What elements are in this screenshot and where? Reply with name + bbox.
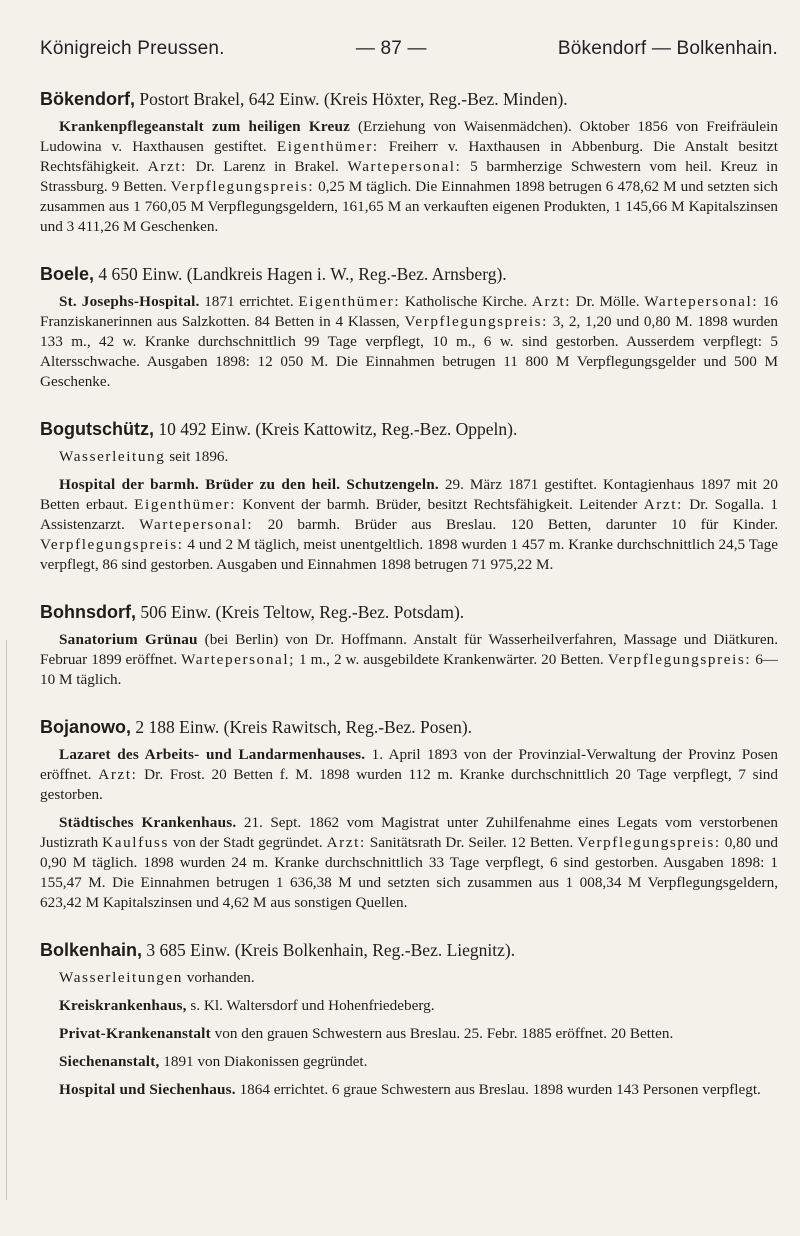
field-label: Verpflegungspreis: (577, 834, 721, 851)
place-name: Bohnsdorf, (40, 602, 136, 622)
institution-entry (40, 996, 778, 1016)
field-label: Kaulfuss (102, 834, 169, 851)
entry-text: 16 Franziskanerinnen aus Salzkotten. 84 Betten in 4 Klassen, (40, 293, 779, 330)
entry-text: Sanitätsrath Dr. Seiler. 12 Betten. (365, 834, 578, 851)
water-supply-note (40, 968, 778, 988)
entry-boele (40, 263, 778, 392)
field-label: Wartepersonal: (139, 516, 254, 533)
field-label: Wasserleitungen (59, 969, 183, 986)
place-name: Boele, (40, 264, 95, 284)
field-label: Verpflegungspreis: (170, 178, 315, 195)
institution-entry (40, 630, 778, 690)
institution-name: Kreiskrankenhaus, (59, 997, 187, 1014)
field-label: Arzt: (326, 834, 366, 851)
entry-text: Katholische Kirche. (400, 293, 532, 310)
place-details: 3 685 Einw. (Kreis Bolkenhain, Reg.-Bez. Liegnitz). (142, 940, 516, 960)
entry-text: 6—10 M täglich. (40, 651, 778, 688)
institution-entry (40, 475, 778, 575)
header-left: Königreich Preussen. (40, 38, 225, 59)
place-details: 2 188 Einw. (Kreis Rawitsch, Reg.-Bez. Posen). (131, 717, 473, 737)
entry-text: 29. März 1871 gestiftet. Kontagienhaus 1897 mit 20 Betten erbaut. (40, 476, 778, 513)
entry-bokendorf (40, 88, 778, 237)
place-heading (40, 716, 778, 738)
institution-entry (40, 745, 778, 805)
institution-entry (40, 1024, 778, 1044)
institution-name: St. Josephs-Hospital. (59, 293, 200, 310)
entry-text: (bei Berlin) von Dr. Hoffmann. Anstalt für Wasserheilverfahren, Massage und Diätkuren. Februar 1899 eröffnet. (40, 631, 778, 668)
place-heading (40, 601, 778, 623)
institution-name: Städtisches Krankenhaus. (59, 814, 237, 831)
field-label: Arzt: (643, 496, 683, 513)
entry-text: 3, 2, 1,20 und 0,80 M. 1898 wurden 133 m., 42 w. Kranke durchschnittlich 99 Tage verpflegt, 10 m., 6 w. sind gestorben. Ausserdem verpflegt: 5 Altersschwache. Ausgaben 1898: 12 050 M. Die Einnahmen betrugen 11 800 M Verpflegungsgelder und 500 M Geschenke. (40, 313, 778, 390)
entry-text: Konvent der barmh. Brüder, besitzt Rechtsfähigkeit. Leitender (236, 496, 644, 513)
entry-text: Dr. Sogalla. 1 Assistenzarzt. (40, 496, 778, 533)
place-heading (40, 939, 778, 961)
field-label: Eigenthümer: (134, 496, 237, 513)
entry-text: Dr. Mölle. (571, 293, 645, 310)
entry-text: s. Kl. Waltersdorf und Hohenfriedeberg. (186, 997, 435, 1014)
field-label: Wartepersonal: (644, 293, 759, 310)
scan-edge-line (6, 640, 7, 1200)
place-heading (40, 263, 778, 285)
institution-name: Hospital der barmh. Brüder zu den heil. Schutzengeln. (59, 476, 439, 493)
field-label: Verpflegungspreis: (607, 651, 752, 668)
institution-name: Lazaret des Arbeits- und Landarmenhauses. (59, 746, 366, 763)
entry-text: Dr. Frost. 20 Betten f. M. 1898 wurden 112 m. Kranke durchschnittlich 20 Tage verpflegt, 7 sind gestorben. (40, 766, 778, 803)
institution-name: Siechenanstalt, (59, 1053, 160, 1070)
page-number: — 87 — (355, 38, 427, 59)
place-details: 506 Einw. (Kreis Teltow, Reg.-Bez. Potsdam). (136, 602, 465, 622)
field-label: Verpflegungspreis: (40, 536, 184, 553)
entry-text: 21. Sept. 1862 vom Magistrat unter Zuhilfenahme eines Legats vom verstorbenen Justizrath (40, 814, 778, 851)
place-details: 10 492 Einw. (Kreis Kattowitz, Reg.-Bez. Oppeln). (154, 419, 518, 439)
running-header (40, 38, 778, 60)
place-name: Bökendorf, (40, 89, 136, 109)
entry-text: 0,25 M täglich. Die Einnahmen 1898 betrugen 6 478,62 M und setzten sich zusammen aus 1 760,05 M Verpflegungsgeldern, 161,65 M an verkauften eigenen Produkten, 1 145,66 M Kapitalszinsen und 3 411,26 M Geschenken. (40, 178, 778, 235)
field-label: Arzt: (98, 766, 138, 783)
entry-text: 1. April 1893 von der Provinzial-Verwaltung der Provinz Posen eröffnet. (40, 746, 778, 783)
entry-text: 4 und 2 M täglich, meist unentgeltlich. 1898 wurden 1 457 m. Kranke durchschnittlich 24,5 Tage verpflegt, 86 sind gestorben. Ausgaben und Einnahmen 1898 betrugen 71 975,22 M. (40, 536, 778, 573)
field-label: Wartepersonal; (181, 651, 296, 668)
institution-name: Sanatorium Grünau (59, 631, 198, 648)
institution-entry (40, 1052, 778, 1072)
entry-bohnsdorf (40, 601, 778, 690)
entry-text: 5 barmherzige Schwestern vom heil. Kreuz in Strassburg. 9 Betten. (40, 158, 778, 195)
entry-text: 1 m., 2 w. ausgebildete Krankenwärter. 20 Betten. (295, 651, 608, 668)
field-label: Arzt: (147, 158, 187, 175)
entry-text: 1891 von Diakonissen gegründet. (159, 1053, 368, 1070)
entry-text: von der Stadt gegründet. (168, 834, 327, 851)
place-details: 4 650 Einw. (Landkreis Hagen i. W., Reg.-Bez. Arnsberg). (94, 264, 507, 284)
place-name: Bojanowo, (40, 717, 131, 737)
entry-bogutschutz (40, 418, 778, 575)
field-label: Wartepersonal: (347, 158, 462, 175)
institution-entry (40, 292, 778, 392)
field-label: Eigenthümer: (276, 138, 379, 155)
field-label: Arzt: (531, 293, 572, 310)
place-heading (40, 88, 778, 110)
institution-name: Krankenpflegeanstalt zum heiligen Kreuz (59, 118, 351, 135)
entry-text: von den grauen Schwestern aus Breslau. 25. Febr. 1885 eröffnet. 20 Betten. (210, 1025, 674, 1042)
entry-text: 1864 errichtet. 6 graue Schwestern aus Breslau. 1898 wurden 143 Personen verpflegt. (235, 1081, 761, 1098)
institution-entry (40, 813, 778, 913)
entry-bojanowo (40, 716, 778, 913)
entry-text: vorhanden. (183, 969, 255, 986)
header-right: Bökendorf — Bolkenhain. (557, 38, 778, 59)
place-name: Bolkenhain, (40, 940, 143, 960)
institution-name: Hospital und Siechenhaus. (59, 1081, 236, 1098)
entry-text: 0,80 und 0,90 M täglich. 1898 wurden 24 m. Kranke durchschnittlich 33 Tage verpflegt, 6 sind gestorben. Ausgaben 1898: 1 155,47 M. Die Einnahmen betrugen 1 636,38 M und setzten sich zusammen aus 1 008,34 M Verpflegungsgeldern, 623,42 M Kapitalszinsen und 4,62 M aus sonstigen Quellen. (40, 834, 779, 911)
field-label: Wasserleitung (59, 448, 166, 465)
institution-entry (40, 1080, 778, 1100)
field-label: Verpflegungspreis: (404, 313, 549, 330)
entry-text: Freiherr v. Haxthausen in Abbenburg. Die Anstalt besitzt Rechtsfähigkeit. (40, 138, 778, 175)
entry-text: 20 barmh. Brüder aus Breslau. 120 Betten, darunter 10 für Kinder. (253, 516, 778, 533)
entry-text: (Erziehung von Waisenmädchen). Oktober 1856 von Freifräulein Ludowina v. Haxthausen gestiftet. (40, 118, 778, 155)
place-heading (40, 418, 778, 440)
entry-text: seit 1896. (165, 448, 229, 465)
entry-text: Dr. Larenz in Brakel. (186, 158, 348, 175)
entry-bolkenhain (40, 939, 778, 1100)
place-name: Bogutschütz, (40, 419, 154, 439)
field-label: Eigenthümer: (298, 293, 401, 310)
place-details: Postort Brakel, 642 Einw. (Kreis Höxter, Reg.-Bez. Minden). (135, 89, 568, 109)
entry-text: 1871 errichtet. (199, 293, 299, 310)
water-supply-note (40, 447, 778, 467)
page-body (40, 88, 778, 1108)
institution-entry (40, 117, 778, 237)
institution-name: Privat-Krankenanstalt (59, 1025, 211, 1042)
